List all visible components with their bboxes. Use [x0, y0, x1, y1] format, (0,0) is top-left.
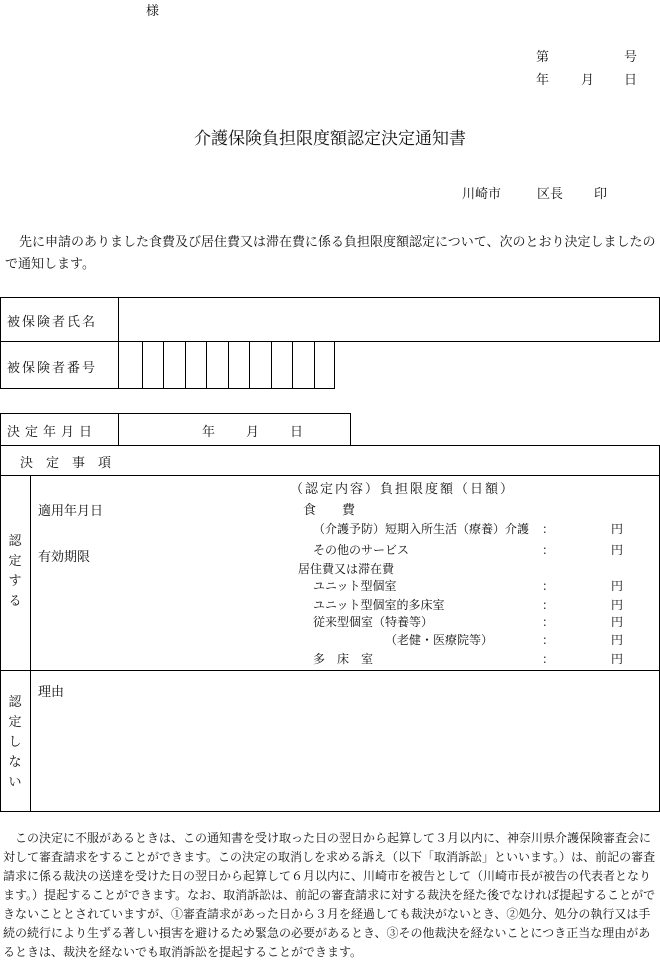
reason-label: 理由 [38, 685, 65, 700]
housing-item-multi-colon: ： [542, 652, 555, 666]
decision-date-year: 年 [202, 425, 216, 440]
addressee-suffix: 様 [146, 4, 160, 19]
housing-item-unit-semi-private-unit: 円 [611, 598, 624, 612]
food-item-other-colon: ： [542, 543, 555, 557]
rejected-side-label: 認定しない [8, 695, 22, 790]
housing-item-multi-label: 多 床 室 [313, 652, 374, 666]
food-item-short-stay-colon: ： [542, 522, 555, 536]
insured-name-field[interactable] [119, 298, 658, 341]
housing-item-health-colon: ： [542, 633, 555, 647]
housing-item-health-unit: 円 [611, 633, 624, 647]
issuer-city: 川崎市 [462, 187, 502, 202]
housing-label: 居住費又は滞在費 [298, 562, 395, 576]
housing-item-conventional-colon: ： [542, 615, 555, 629]
decision-date-month: 月 [246, 425, 260, 440]
housing-item-conventional-unit: 円 [611, 615, 624, 629]
valid-period-label: 有効期限 [38, 550, 91, 565]
food-item-other-unit: 円 [611, 543, 624, 557]
header-year: 年 [536, 73, 550, 88]
intro-text: 先に申請のありました食費及び居住費又は滞在費に係る負担限度額認定について、次のとおり決定しましたので通知します。 [5, 235, 656, 272]
housing-item-unit-private-unit: 円 [611, 579, 624, 593]
food-item-short-stay-unit: 円 [611, 522, 624, 536]
food-item-other-label: その他のサービス [313, 543, 410, 557]
insured-number-field[interactable] [119, 342, 334, 388]
issuer-ward: 区長 [537, 187, 564, 202]
housing-item-unit-private-colon: ： [542, 579, 555, 593]
approved-side-label: 認定する [8, 534, 22, 609]
decision-date-day: 日 [290, 425, 304, 440]
issuer-seal: 印 [594, 187, 608, 202]
food-item-short-stay-label: （介護予防）短期入所生活（療養）介護 [313, 522, 530, 536]
housing-item-multi-unit: 円 [611, 652, 624, 666]
header-month: 月 [581, 73, 595, 88]
insured-number-label: 被保険者番号 [7, 361, 98, 376]
housing-item-unit-semi-private-colon: ： [542, 598, 555, 612]
insured-name-label: 被保険者氏名 [7, 315, 98, 330]
housing-item-conventional-label: 従来型個室（特養等） [313, 615, 434, 629]
number-label: 第 [536, 50, 550, 65]
header-day: 日 [624, 73, 638, 88]
decision-date-label: 決定年月日 [7, 425, 98, 440]
apply-date-label: 適用年月日 [38, 504, 104, 519]
housing-item-health-label: （老健・医療院等） [385, 633, 494, 647]
housing-item-unit-semi-private-label: ユニット型個室的多床室 [313, 598, 445, 612]
decision-matters-label: 決 定 事 項 [20, 456, 112, 471]
page-title: 介護保険負担限度額認定決定通知書 [194, 129, 466, 149]
number-suffix: 号 [624, 50, 638, 65]
content-header: （認定内容）負担限度額（日額） [290, 482, 516, 497]
housing-item-unit-private-label: ユニット型個室 [313, 579, 397, 593]
food-label: 食 費 [303, 503, 356, 518]
reason-field[interactable] [31, 671, 659, 811]
footer-note: この決定に不服があるときは、この通知書を受け取った日の翌日から起算して３月以内に、神奈川県介護保険審査会に対して審査請求をすることができます。この決定の取消しを求める訴え（以下「取消訴訟」といいます。）は、前記の審査請求に係る裁決の送達を受けた日の翌日から起算して６月以内に、川崎市を被告として（川崎市長が被告の代表者となります。）提起することができます。なお、取消訴訟は、前記の審査請求に対する裁決を経た後でなければ提起することができないこととされていますが、①審査請求があった日から３月を経過しても裁決がないとき、②処分、処分の執行又は手続の続行により生ずる著しい損害を避けるため緊急の必要があるとき、③その他裁決を経ないことにつき正当な理由があるときは、裁決を経ないでも取消訴訟を提起することができます。 [3, 831, 656, 959]
